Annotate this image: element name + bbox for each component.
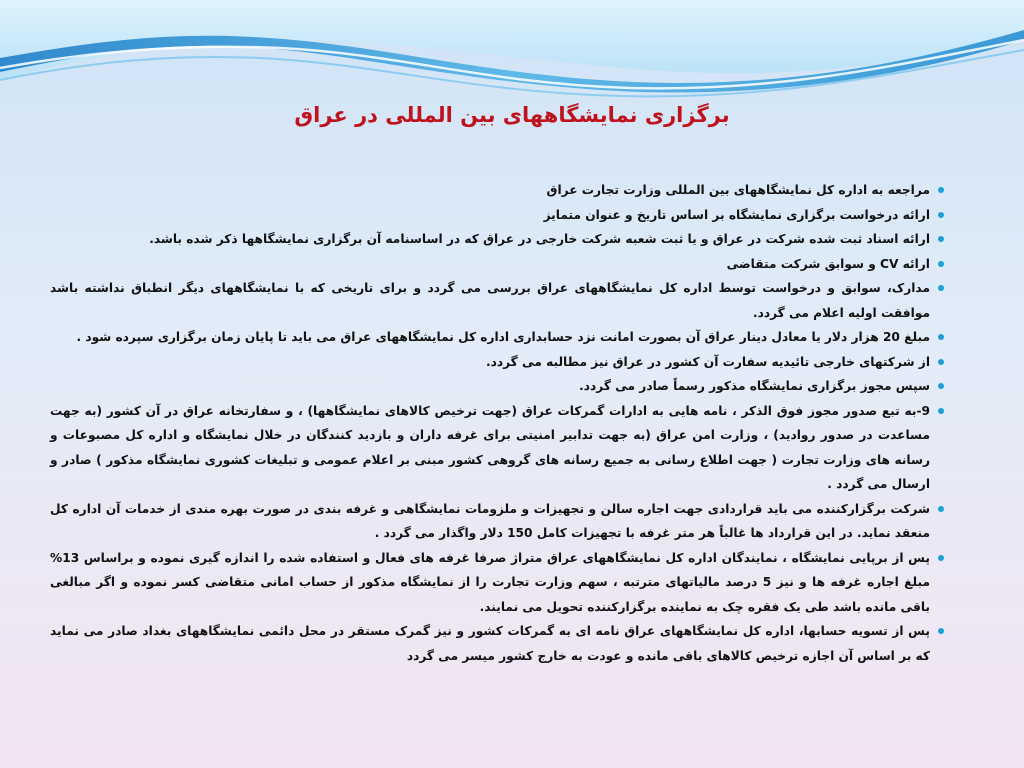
bullet-icon: [938, 236, 944, 242]
list-item: [50, 399, 930, 497]
list-item-text: پس از برپایی نمایشگاه ، نمایندگان اداره کل نمایشگاههای عراق متراژ صرفا غرفه های فعال و استفاده شده را اندازه گیری نموده و براساس 13% مبلغ اجاره غرفه ها و نیز 5 درصد مالیاتهای مترتبه ، سهم وزارت تجارت را از نمایشگاه مذکور از حساب امانی متقاضی کسر نموده و اگر مبالغی باقی مانده باشد طی یک فقره چک به نماینده برگزارکننده تحویل می نمایند.: [50, 550, 930, 614]
list-item-text: پس از تسویه حسابها، اداره کل نمایشگاههای عراق نامه ای به گمرکات کشور و نیز گمرک مستقر در محل دائمی نمایشگاههای بغداد صادر می نماید که بر اساس آن اجازه ترخیص کالاهای باقی مانده و عودت به خارج کشور میسر می گردد: [50, 624, 930, 663]
bullet-icon: [938, 285, 944, 291]
list-item: [50, 325, 930, 350]
list-item-text: 9-به تبع صدور مجوز فوق الذکر ، نامه هایی به ادارات گمرکات عراق (جهت ترخیص کالاهای نمایشگاهها) ، و سفارتخانه عراق در آن کشور (به جهت مساعدت در صدور روادید) ، وزارت امن عراق (به جهت تدابیر امنیتی برای غرفه داران و بازدید کنندگان در خلال نمایشگاه و اداره کل مصبوعات و رسانه های وزارت تجارت ( جهت اطلاع رسانی به جمیع رسانه های گروهی کشور مبنی بر اعلام عمومی و تبلیغات کشوری نمایشگاه مذکور ) صادر و ارسال می گردد .: [50, 403, 930, 491]
bullet-icon: [938, 506, 944, 512]
bullet-icon: [938, 383, 944, 389]
list-item: [50, 178, 930, 203]
list-item: [50, 203, 930, 228]
list-item-text: مبلغ 20 هزار دلار یا معادل دینار عراق آن بصورت امانت نزد حسابداری اداره کل نمایشگاههای عراق می باید تا پایان زمان برگزاری سپرده شود .: [76, 330, 930, 344]
list-item-text: ارائه CV و سوابق شرکت متقاضی: [726, 256, 930, 271]
bullet-icon: [938, 212, 944, 218]
list-item-text: از شرکتهای خارجی تائیدیه سفارت آن کشور در عراق نیز مطالبه می گردد.: [485, 354, 930, 369]
bullet-icon: [938, 187, 944, 193]
list-item: [50, 546, 930, 620]
bullet-icon: [938, 628, 944, 634]
list-item-text: شرکت برگزارکننده می باید قراردادی جهت اجاره سالن و تجهیزات و ملزومات نمایشگاهی و غرفه بندی در صورت بهره مندی از خدمات آن اداره کل منعقد نماید. در این قرارداد ها غالباً هر متر غرفه با تجهیزات کامل 150 دلار واگذار می گردد .: [50, 501, 930, 540]
list-item: [50, 619, 930, 668]
list-item-text: سپس مجوز برگزاری نمایشگاه مذکور رسماً صادر می گردد.: [579, 379, 930, 393]
list-item: [50, 252, 930, 277]
list-item: [50, 350, 930, 375]
bullet-icon: [938, 408, 944, 414]
bullet-icon: [938, 555, 944, 561]
bullet-list: [50, 178, 930, 668]
header-wave-decoration: [0, 0, 1024, 110]
slide-title: برگزاری نمایشگاههای بین المللی در عراق: [294, 103, 730, 127]
list-item: [50, 227, 930, 252]
list-item-text: ارائه درخواست برگزاری نمایشگاه بر اساس تاریخ و عنوان متمایز: [543, 207, 930, 222]
bullet-icon: [938, 359, 944, 365]
list-item-text: ارائه اسناد ثبت شده شرکت در عراق و یا ثبت شعبه شرکت خارجی در عراق که در اساسنامه آن برگزاری نمایشگاهها ذکر شده باشد.: [149, 232, 930, 246]
list-item-text: مراجعه به اداره کل نمایشگاههای بین المللی وزارت تجارت عراق: [546, 183, 930, 197]
bullet-icon: [938, 261, 944, 267]
list-item-text: مدارک، سوابق و درخواست توسط اداره کل نمایشگاههای عراق بررسی می گردد و برای تاریخی که با نمایشگاههای دیگر انطباق نداشته باشد موافقت اولیه اعلام می گردد.: [50, 281, 930, 320]
list-item: [50, 497, 930, 546]
list-item: [50, 374, 930, 399]
list-item: [50, 276, 930, 325]
bullet-icon: [938, 334, 944, 340]
